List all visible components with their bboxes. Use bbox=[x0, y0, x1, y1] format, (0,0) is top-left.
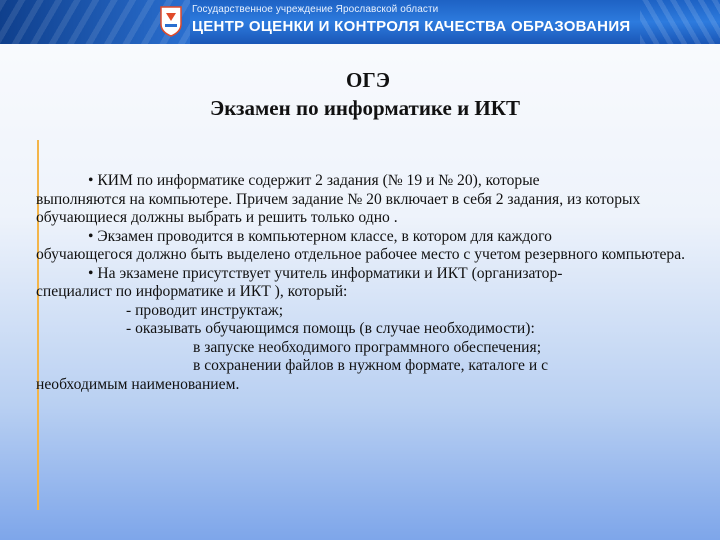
paragraph-classroom-lead: • Экзамен проводится в компьютерном классе, в котором для каждого bbox=[88, 227, 552, 245]
page-title: ОГЭ bbox=[346, 68, 390, 92]
paragraph-classroom-text: обучающегося должно быть выделено отдельное рабочее место с учетом резервного компьютера. bbox=[36, 246, 686, 263]
paragraph-kim bbox=[36, 172, 696, 228]
sub-item-saving bbox=[36, 357, 696, 394]
list-item-assistance: - оказывать обучающимся помощь (в случае необходимости): bbox=[126, 320, 535, 337]
paragraph-teacher-text: специалист по информатике и ИКТ ), который: bbox=[36, 283, 348, 300]
paragraph-teacher bbox=[36, 265, 696, 302]
sub-item-saving-text: необходимым наименованием. bbox=[36, 375, 240, 393]
sub-item-software: в запуске необходимого программного обеспечения; bbox=[193, 338, 542, 356]
paragraph-classroom bbox=[36, 228, 696, 265]
organization-name: ЦЕНТР ОЦЕНКИ И КОНТРОЛЯ КАЧЕСТВА ОБРАЗОВАНИЯ bbox=[192, 18, 631, 35]
header-banner bbox=[0, 0, 720, 44]
paragraph-kim-text: выполняются на компьютере. Причем задание № 20 включает в себя 2 задания, из которых обучающиеся должны выбрать и решить только одно . bbox=[36, 190, 641, 226]
paragraph-teacher-lead: • На экзамене присутствует учитель информатики и ИКТ (организатор- bbox=[88, 264, 563, 282]
paragraph-kim-lead: • КИМ по информатике содержит 2 задания (№ 19 и № 20), которые bbox=[88, 172, 540, 189]
banner-decoration-right bbox=[640, 0, 720, 44]
list-item-instruction: - проводит инструктаж; bbox=[126, 301, 284, 319]
organization-subtitle: Государственное учреждение Ярославской области bbox=[192, 4, 439, 15]
slide-body bbox=[36, 172, 696, 394]
page-subtitle: Экзамен по информатике и ИКТ bbox=[209, 96, 521, 120]
organization-logo-icon bbox=[157, 4, 185, 38]
sub-item-saving-lead: в сохранении файлов в нужном формате, каталоге и с bbox=[193, 357, 549, 374]
